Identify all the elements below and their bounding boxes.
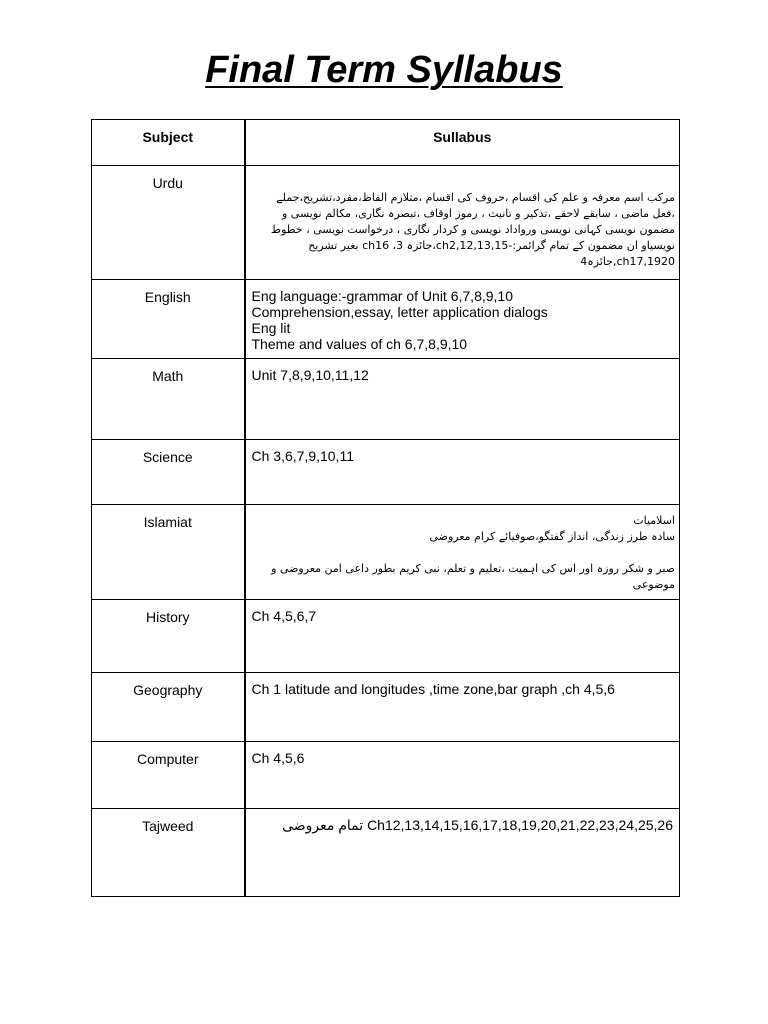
subject-cell: Geography <box>92 673 245 742</box>
syllabus-cell <box>245 600 680 673</box>
subject-cell: Computer <box>92 742 245 809</box>
syllabus-cell <box>245 505 680 600</box>
table-row <box>92 280 680 359</box>
page-title: Final Term Syllabus <box>205 49 563 91</box>
syllabus-cell <box>245 673 680 742</box>
table-row <box>92 673 680 742</box>
subject-cell: Tajweed <box>92 809 245 897</box>
header-subject: Subject <box>92 120 245 166</box>
syllabus-cell <box>245 742 680 809</box>
table-row <box>92 742 680 809</box>
table-row <box>92 440 680 505</box>
syllabus-line: سادہ طرز زندگی، انداز گفتگو،صوفیائے کرام معروضی <box>429 530 675 543</box>
table-row <box>92 166 680 280</box>
subject-cell: Science <box>92 440 245 505</box>
syllabus-cell <box>245 280 680 359</box>
syllabus-line: Ch 1 latitude and longitudes ,time zone,bar graph ,ch 4,5,6 <box>251 681 615 697</box>
syllabus-cell <box>245 359 680 440</box>
syllabus-line: Unit 7,8,9,10,11,12 <box>251 367 369 383</box>
syllabus-line: Comprehension,essay, letter application dialogs <box>251 304 548 320</box>
subject-cell: History <box>92 600 245 673</box>
syllabus-line: Ch12,13,14,15,16,17,18,19,20,21,22,23,24,25,26 تمام معروضی <box>282 817 673 833</box>
syllabus-line: اسلامیات <box>633 514 675 527</box>
syllabus-cell <box>245 166 680 280</box>
syllabus-line <box>252 545 676 561</box>
table-row <box>92 359 680 440</box>
syllabus-line: Theme and values of ch 6,7,8,9,10 <box>251 336 468 352</box>
header-syllabus: Sullabus <box>245 120 680 166</box>
syllabus-cell <box>245 440 680 505</box>
syllabus-cell <box>245 809 680 897</box>
subject-cell: Islamiat <box>92 505 245 600</box>
syllabus-line: Ch 4,5,6,7 <box>251 608 317 624</box>
syllabus-line: صبر و شکر روزہ اور اس کی اہمیت ،تعلیم و تعلم، نبی کریم بطور داعی امن معروضی و موضوعی <box>271 562 675 591</box>
table-row <box>92 600 680 673</box>
syllabus-line: مرکب اسم معرفہ و علم کی اقسام ،حروف کی اقسام ،متلازم الفاظ،مفرد،تشریح،جملے ،فعل ماضی ، سابقے لاحقے ،تذکیر و تانیث ، رموز اوقاف ،تبصرہ نگاری، مکالم نویسی و مضمون نویسی کہانی نویسی ورواداد نویسی و کردار نگاری ، درخواست نویسی ، خطوط نویسیاو ان مضمون کے تمام گرائمر:-ch2,12,13,15،جائزہ 3، ch16 بغیر تشریح ch17,1920,جائزہ4 <box>270 191 675 268</box>
subject-cell: English <box>92 280 245 359</box>
syllabus-line: Eng lit <box>251 320 291 336</box>
table-header-row <box>92 120 680 166</box>
syllabus-table <box>91 119 680 897</box>
table-row <box>92 809 680 897</box>
subject-cell: Math <box>92 359 245 440</box>
syllabus-line: Ch 3,6,7,9,10,11 <box>251 448 354 464</box>
subject-cell: Urdu <box>92 166 245 280</box>
syllabus-line: Ch 4,5,6 <box>251 750 305 766</box>
syllabus-line: Eng language:-grammar of Unit 6,7,8,9,10 <box>251 288 513 304</box>
table-row <box>92 505 680 600</box>
